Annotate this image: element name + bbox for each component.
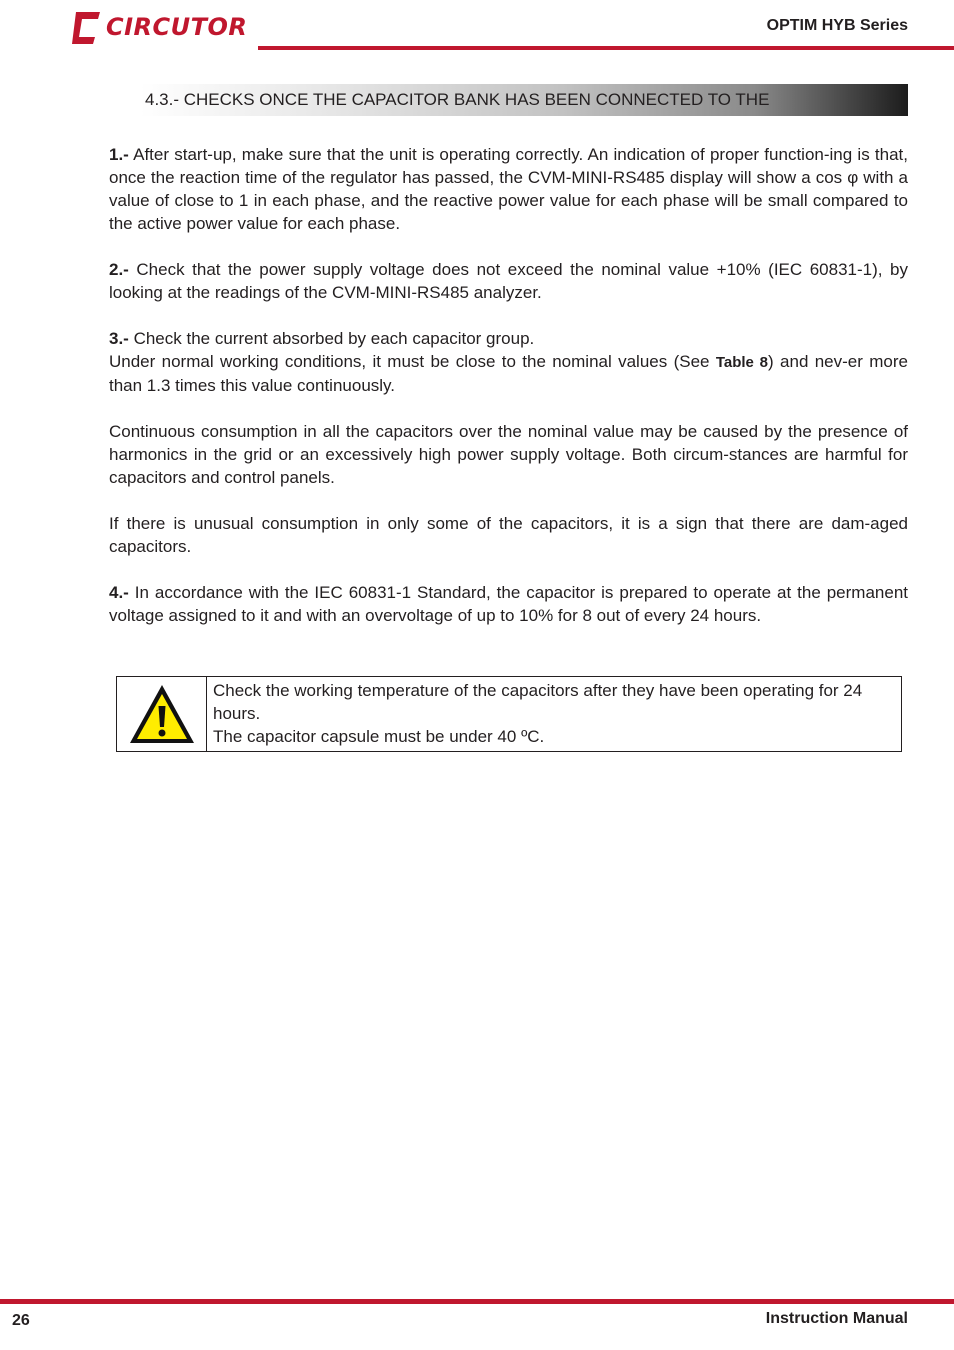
warning-icon-cell	[117, 677, 207, 751]
item-number: 3.-	[109, 329, 129, 348]
circutor-logo	[70, 10, 250, 48]
body-content	[109, 143, 908, 650]
footer-divider	[0, 1299, 954, 1304]
paragraph-text: Check that the power supply voltage does not exceed the nominal value +10% (IEC 60831-1), by looking at the readings of the CVM-MINI-RS485 analyzer.	[109, 260, 908, 302]
paragraph-3	[109, 327, 908, 350]
item-number: 4.-	[109, 583, 129, 602]
paragraph-4	[109, 420, 908, 489]
paragraph-5	[109, 512, 908, 558]
paragraph-6	[109, 581, 908, 627]
page-number: 26	[12, 1312, 30, 1329]
paragraph-2	[109, 258, 908, 304]
section-title: 4.3.- CHECKS ONCE THE CAPACITOR BANK HAS BEEN CONNECTED TO THE	[145, 90, 770, 109]
paragraph-text: If there is unusual consumption in only some of the capacitors, it is a sign that there are dam-aged capacitors.	[109, 514, 908, 556]
item-number: 1.-	[109, 145, 129, 164]
paragraph-text: ) and nev-er more than 1.3 times this value continuously.	[109, 352, 908, 395]
brand-name: CIRCUTOR	[106, 13, 248, 41]
warning-text	[207, 677, 901, 751]
footer-label: Instruction Manual	[765, 1310, 908, 1327]
series-title: OPTIM HYB Series	[766, 17, 908, 34]
item-number: 2.-	[109, 260, 129, 279]
paragraph-text: Under normal working conditions, it must be close to the nominal values (See	[109, 352, 716, 371]
paragraph-text: In accordance with the IEC 60831-1 Standard, the capacitor is prepared to operate at the permanent voltage assigned to it and with an overvoltage of up to 10% for 8 out of every 24 hours.	[109, 583, 908, 625]
paragraph-text: After start-up, make sure that the unit is operating correctly. An indication of proper function-ing is that, once the reaction time of the regulator has passed, the CVM-MINI-RS485 display will show a cos φ with a value of close to 1 in each phase, and the reactive power value for each phase will be small compared to the active power value for each phase.	[109, 145, 908, 233]
header-divider	[258, 46, 954, 50]
paragraph-1	[109, 143, 908, 235]
paragraph-3b	[109, 350, 908, 397]
circutor-logo-icon	[70, 10, 104, 46]
warning-box	[116, 676, 902, 752]
warning-line-2: The capacitor capsule must be under 40 ºC.	[213, 727, 545, 746]
table-reference-link[interactable]: Table 8	[715, 354, 769, 371]
warning-triangle-icon	[128, 682, 196, 746]
paragraph-text: Check the current absorbed by each capacitor group.	[128, 329, 535, 348]
warning-line-1: Check the working temperature of the capacitors after they have been operating for 24 hours.	[213, 681, 863, 723]
paragraph-text: Continuous consumption in all the capacitors over the nominal value may be caused by the presence of harmonics in the grid or an excessively high power supply voltage. Both circum-stances are harmful for capacitors and control panels.	[109, 422, 908, 487]
